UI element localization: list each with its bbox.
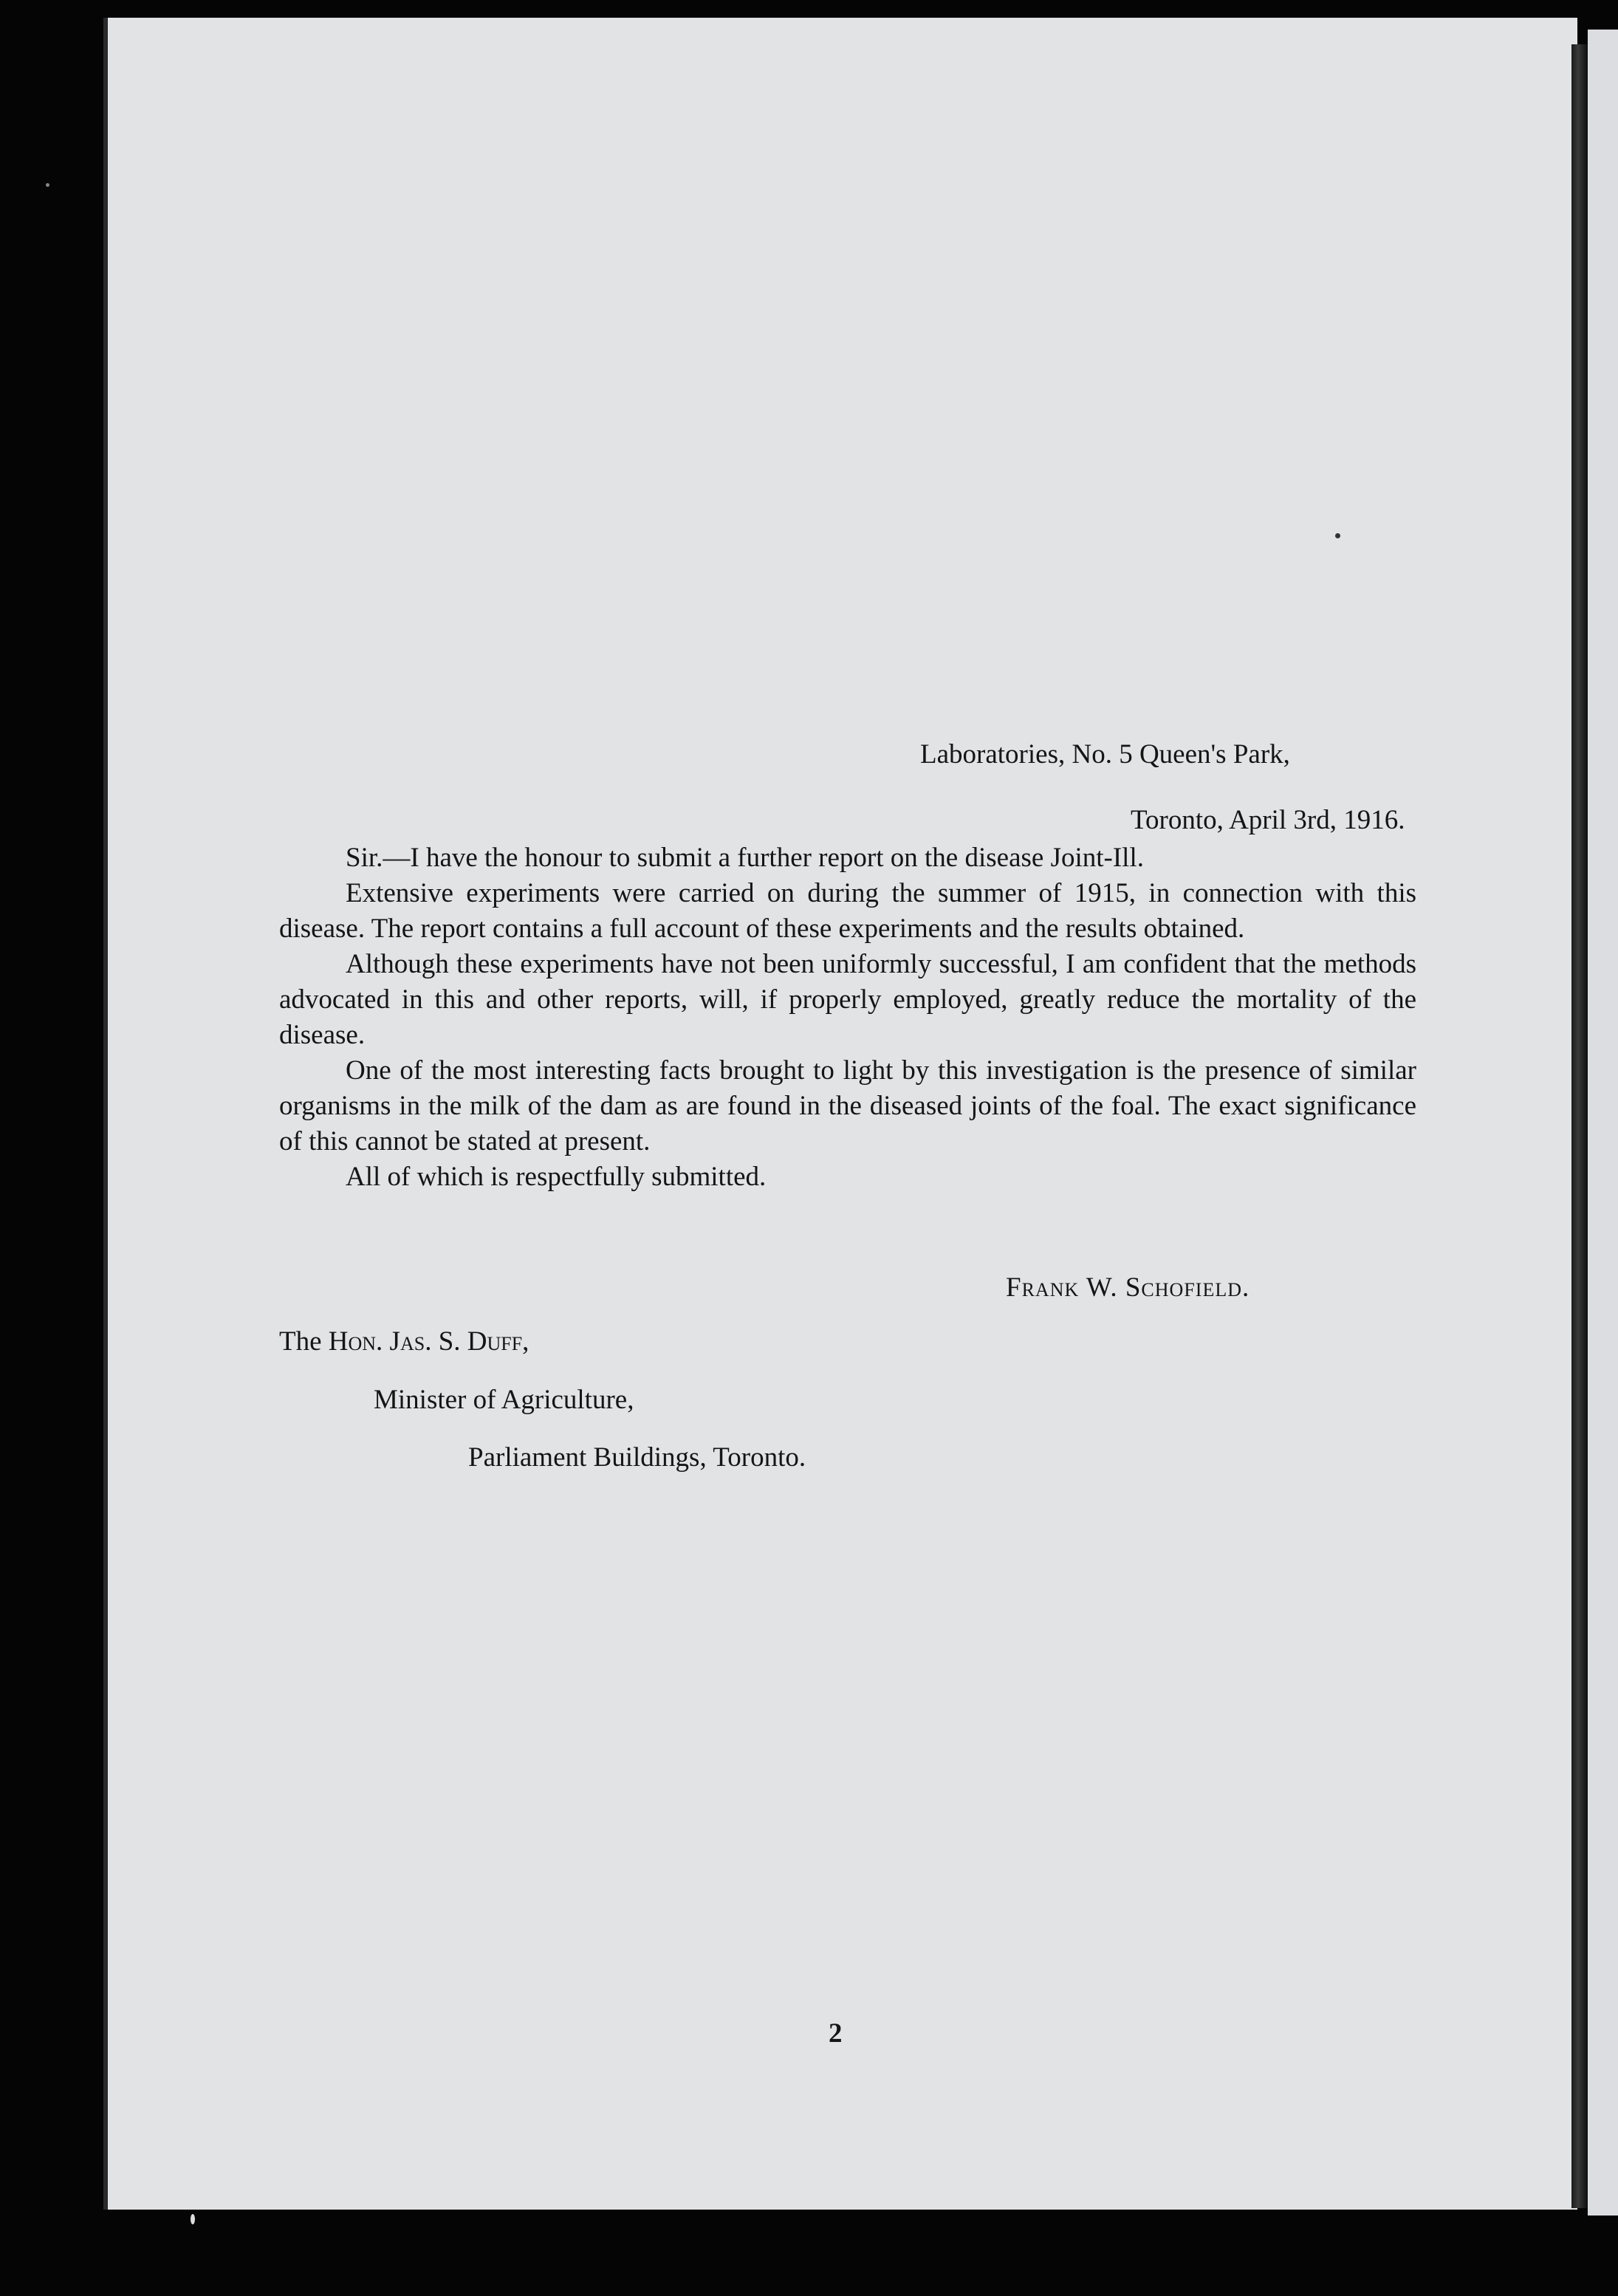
scan-speck <box>191 2214 195 2224</box>
body-paragraph: One of the most interesting facts brought to light by this investigation is the presence of similar organisms in the milk of the dam as are found in the diseased joints of the foal. The exact significance of this cannot be stated at present. <box>279 1055 1416 1156</box>
facing-page-edge <box>1588 30 1618 2216</box>
closing-paragraph: All of which is respectfully submitted. <box>346 1162 767 1192</box>
book-gutter <box>1571 44 1588 2208</box>
scan-speck <box>46 183 49 187</box>
page-number: 2 <box>829 2018 843 2049</box>
letterhead-address: Laboratories, No. 5 Queen's Park, <box>920 739 1290 770</box>
letter-date: Toronto, April 3rd, 1916. <box>1131 805 1405 835</box>
body-paragraph: Although these experiments have not been uniformly successful, I am confident that the methods advocated in this and other reports, will, if properly employed, greatly reduce the mortality of the disease. <box>279 949 1416 1050</box>
recipient-name <box>279 1324 529 1360</box>
recipient-honorific: Hon. Jas. S. Duff, <box>328 1326 529 1357</box>
letter-body <box>279 840 1416 1195</box>
recipient-title: Minister of Agriculture, <box>374 1385 634 1415</box>
scan-speck <box>1335 533 1340 538</box>
body-paragraph: Extensive experiments were carried on during the summer of 1915, in connection with this disease. The report contains a full account of these experiments and the results obtained. <box>279 878 1416 944</box>
salutation-paragraph: Sir.—I have the honour to submit a further report on the disease Joint-Ill. <box>346 843 1144 873</box>
signature: Frank W. Schofield. <box>1006 1272 1250 1303</box>
recipient-address: Parliament Buildings, Toronto. <box>468 1442 806 1473</box>
recipient-prefix: The <box>279 1326 329 1357</box>
